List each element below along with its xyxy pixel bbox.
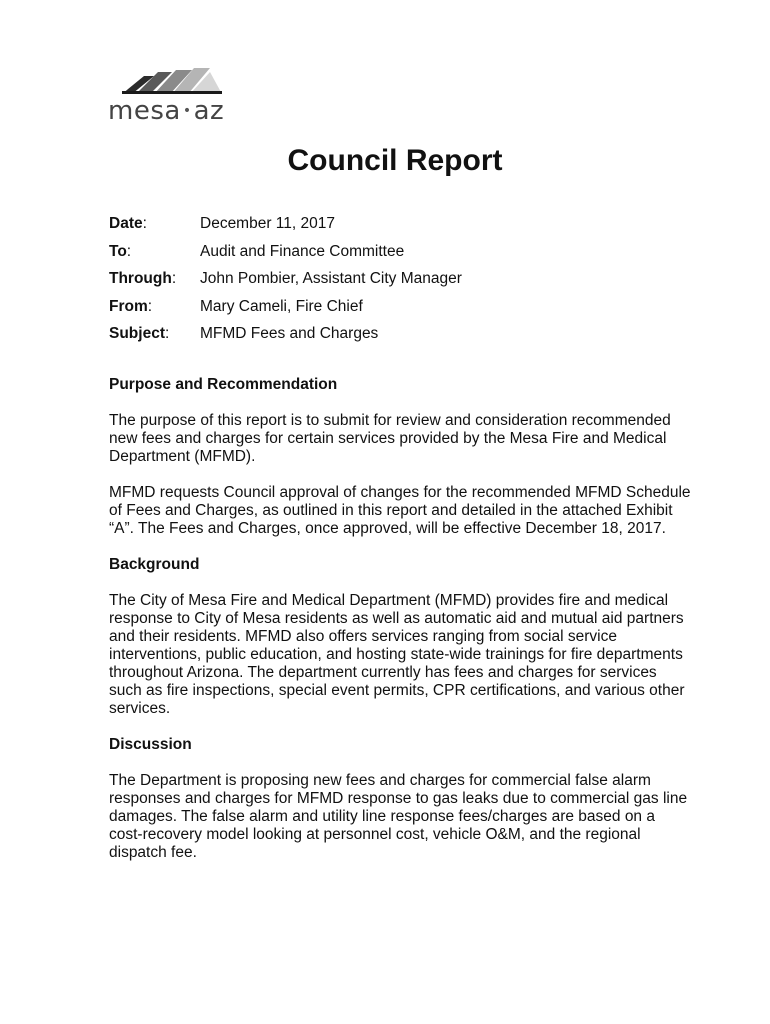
meta-value: MFMD Fees and Charges <box>200 325 379 342</box>
text-line: “A”. The Fees and Charges, once approved, will be effective December 18, 2017. <box>109 520 666 537</box>
meta-value: John Pombier, Assistant City Manager <box>200 270 462 287</box>
meta-key: From: <box>109 297 153 315</box>
mesa-az-logo <box>108 66 238 126</box>
meta-key: Through: <box>109 270 177 287</box>
paragraph <box>109 772 689 862</box>
text-line: Department (MFMD). <box>109 448 256 465</box>
text-line: The Department is proposing new fees and charges for commercial false alarm <box>109 772 651 789</box>
text-line: interventions, public education, and hosting state-wide trainings for fire departments <box>109 646 683 663</box>
section-heading-discussion: Discussion <box>109 736 192 753</box>
text-line: cost-recovery model looking at personnel cost, vehicle O&M, and the regional <box>109 826 641 843</box>
paragraph <box>109 592 689 718</box>
logo-wordmark <box>108 96 224 126</box>
report-body <box>109 376 689 880</box>
text-line: The purpose of this report is to submit for review and consideration recommended <box>109 412 671 429</box>
text-line: dispatch fee. <box>109 844 197 861</box>
text-line: MFMD requests Council approval of changes for the recommended MFMD Schedule <box>109 484 691 501</box>
text-line: throughout Arizona. The department currently has fees and charges for services <box>109 664 657 681</box>
page-title: Council Report <box>287 144 503 177</box>
meta-key: Subject: <box>109 325 170 342</box>
text-line: and their residents. MFMD also offers services ranging from social service <box>109 628 617 645</box>
text-line: new fees and charges for certain services provided by the Mesa Fire and Medical <box>109 430 667 447</box>
text-line: responses and charges for MFMD response to gas leaks due to commercial gas line <box>109 790 688 807</box>
text-line: The City of Mesa Fire and Medical Department (MFMD) provides fire and medical <box>109 592 669 609</box>
text-line: such as fire inspections, special event permits, CPR certifications, and various other <box>109 682 685 699</box>
text-line: of Fees and Charges, as outlined in this report and detailed in the attached Exhibit <box>109 502 673 519</box>
logo-separator: • <box>182 103 192 119</box>
text-line: response to City of Mesa residents as well as automatic aid and mutual aid partners <box>109 610 684 627</box>
section-heading-purpose: Purpose and Recommendation <box>109 376 338 393</box>
logo-suffix: az <box>193 96 225 126</box>
paragraph <box>109 412 689 466</box>
mesa-logo-mark-icon <box>114 66 224 96</box>
meta-key: To: <box>109 242 132 260</box>
logo-brand: mesa <box>108 96 181 126</box>
text-line: damages. The false alarm and utility line response fees/charges are based on a <box>109 808 655 825</box>
section-heading-background: Background <box>109 556 200 573</box>
meta-value: Audit and Finance Committee <box>200 242 405 260</box>
paragraph <box>109 484 689 538</box>
meta-value: Mary Cameli, Fire Chief <box>200 297 363 315</box>
meta-key: Date: <box>109 215 147 232</box>
text-line: services. <box>109 700 171 717</box>
meta-value: December 11, 2017 <box>200 215 335 232</box>
